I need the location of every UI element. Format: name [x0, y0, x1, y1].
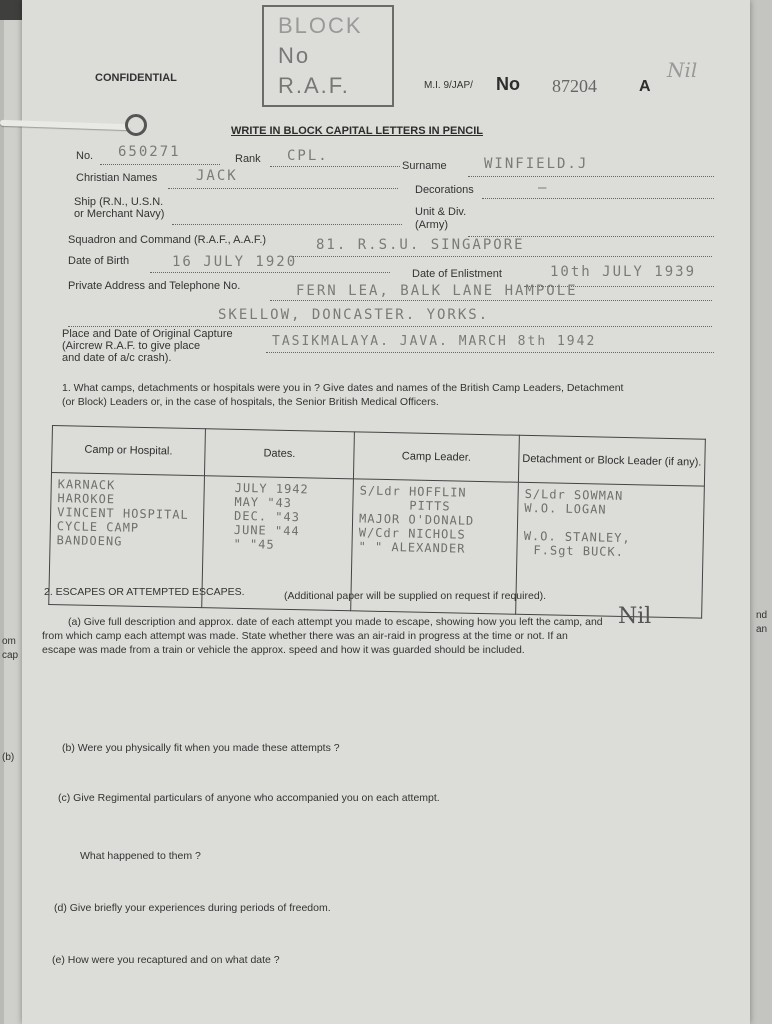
unit-label: (Army)	[415, 219, 448, 231]
surname-label: Surname	[402, 160, 447, 172]
camp-date: JULY 1942	[234, 480, 309, 497]
capture-value: TASIKMALAYA. JAVA. MARCH 8th 1942	[272, 334, 597, 349]
rank-value: CPL.	[287, 148, 329, 164]
date-of-birth-label: Date of Birth	[68, 255, 130, 267]
form-serial-number: 87204	[552, 76, 597, 96]
camp-leader: PITTS	[409, 498, 451, 514]
no-label: No.	[76, 150, 94, 162]
question-2d-text: (d) Give briefly your experiences during periods of freedom.	[54, 902, 331, 914]
instruction-heading: WRITE IN BLOCK CAPITAL LETTERS IN PENCIL	[231, 125, 483, 137]
question-2c-followup: What happened to them ?	[80, 850, 201, 862]
surname-value: WINFIELD.J	[484, 156, 589, 172]
pow-questionnaire-form	[22, 0, 750, 1024]
camp-leader: MAJOR O'DONALD	[358, 511, 475, 528]
unit-label: Unit & Div.	[415, 206, 467, 218]
question-2e-text: (e) How were you recaptured and on what date ?	[52, 954, 280, 966]
rank-label: Rank	[235, 153, 261, 165]
raf-stamp	[262, 5, 394, 107]
number-symbol: No	[496, 74, 520, 94]
camp-leader: S/Ldr HOFFLIN	[359, 483, 467, 500]
address-label: Private Address and Telephone No.	[68, 280, 241, 292]
camp-name: HAROKOE	[57, 491, 116, 507]
stamp-line: No	[278, 43, 311, 68]
question-2b-text: (b) Were you physically fit when you made these attempts ?	[62, 742, 340, 754]
question-2a-text: escape was made from a train or vehicle the approx. speed and how it was guarded should be included.	[42, 644, 525, 656]
capture-label: and date of a/c crash).	[62, 352, 172, 364]
nil-annotation: Nil	[667, 58, 698, 82]
christian-names-value: JACK	[196, 168, 238, 184]
margin-text: nd	[756, 610, 768, 621]
form-reference: M.I. 9/JAP/	[424, 80, 473, 91]
question-1-text: (or Block) Leaders or, in the case of hospitals, the Senior British Medical Officers.	[62, 396, 439, 408]
question-2-note: (Additional paper will be supplied on request if required).	[284, 590, 547, 602]
column-header: Camp Leader.	[353, 432, 519, 482]
decorations-label: Decorations	[415, 184, 474, 196]
capture-label: Place and Date of Original Capture	[62, 328, 233, 340]
camp-date: MAY "43	[234, 494, 293, 511]
address-line-2: SKELLOW, DONCASTER. YORKS.	[218, 307, 490, 323]
camp-date: " "45	[233, 536, 275, 552]
column-header: Dates.	[204, 429, 354, 479]
form-suffix: A	[639, 78, 651, 95]
camp-date: JUNE "44	[233, 522, 300, 539]
margin-text: an	[756, 624, 768, 635]
question-1-text: 1. What camps, detachments or hospitals were you in ? Give dates and names of the British Camp Leaders, Detachment	[62, 382, 624, 394]
camp-name: KARNACK	[57, 477, 116, 493]
squadron-value: 81. R.S.U. SINGAPORE	[316, 237, 525, 253]
question-2a-text: (a) Give full description and approx. date of each attempt you made to escape, showing how you left the camp, and	[68, 616, 603, 628]
margin-text: om	[2, 636, 16, 647]
detachment-leader: W.O. STANLEY,	[523, 528, 631, 546]
margin-text: (b)	[2, 752, 15, 763]
ship-label: or Merchant Navy)	[74, 208, 165, 220]
confidential-label: CONFIDENTIAL	[95, 72, 177, 84]
camp-date: DEC. "43	[233, 508, 301, 525]
question-2c-text: (c) Give Regimental particulars of anyone who accompanied you on each attempt.	[58, 792, 440, 804]
camp-name: VINCENT HOSPITAL	[57, 505, 189, 522]
camp-name: CYCLE CAMP	[56, 519, 140, 535]
question-2a-text: from which camp each attempt was made. State whether there was an air-raid in progress at the time or not. If an	[42, 630, 568, 642]
squadron-label: Squadron and Command (R.A.F., A.A.F.)	[68, 234, 267, 246]
column-header: Camp or Hospital.	[52, 426, 206, 476]
nil-answer: Nil	[618, 604, 652, 629]
stamp-line: R.A.F.	[278, 73, 350, 98]
camp-name: BANDOENG	[56, 533, 123, 549]
stamp-line: BLOCK	[278, 13, 363, 38]
christian-names-label: Christian Names	[76, 172, 158, 184]
capture-label: (Aircrew R.A.F. to give place	[62, 340, 201, 352]
address-line-1: FERN LEA, BALK LANE HAMPOLE	[296, 283, 578, 299]
margin-text: cap	[2, 650, 19, 661]
detachment-leader: S/Ldr SOWMAN	[524, 486, 624, 503]
camp-leader: W/Cdr NICHOLS	[358, 525, 466, 542]
detachment-leader: W.O. LOGAN	[524, 500, 607, 517]
date-of-enlistment-label: Date of Enlistment	[412, 268, 502, 280]
question-2-title: 2. ESCAPES OR ATTEMPTED ESCAPES.	[44, 586, 245, 598]
date-of-birth-value: 16 JULY 1920	[172, 254, 298, 270]
decorations-value: —	[538, 180, 549, 196]
tag-ring	[125, 114, 147, 136]
service-number-value: 650271	[118, 144, 181, 160]
camp-leader: " " ALEXANDER	[358, 539, 466, 556]
detachment-leader: F.Sgt BUCK.	[533, 543, 625, 560]
ship-label: Ship (R.N., U.S.N.	[74, 196, 164, 208]
date-of-enlistment-value: 10th JULY 1939	[550, 264, 697, 280]
column-header: Detachment or Block Leader (if any).	[518, 435, 705, 486]
